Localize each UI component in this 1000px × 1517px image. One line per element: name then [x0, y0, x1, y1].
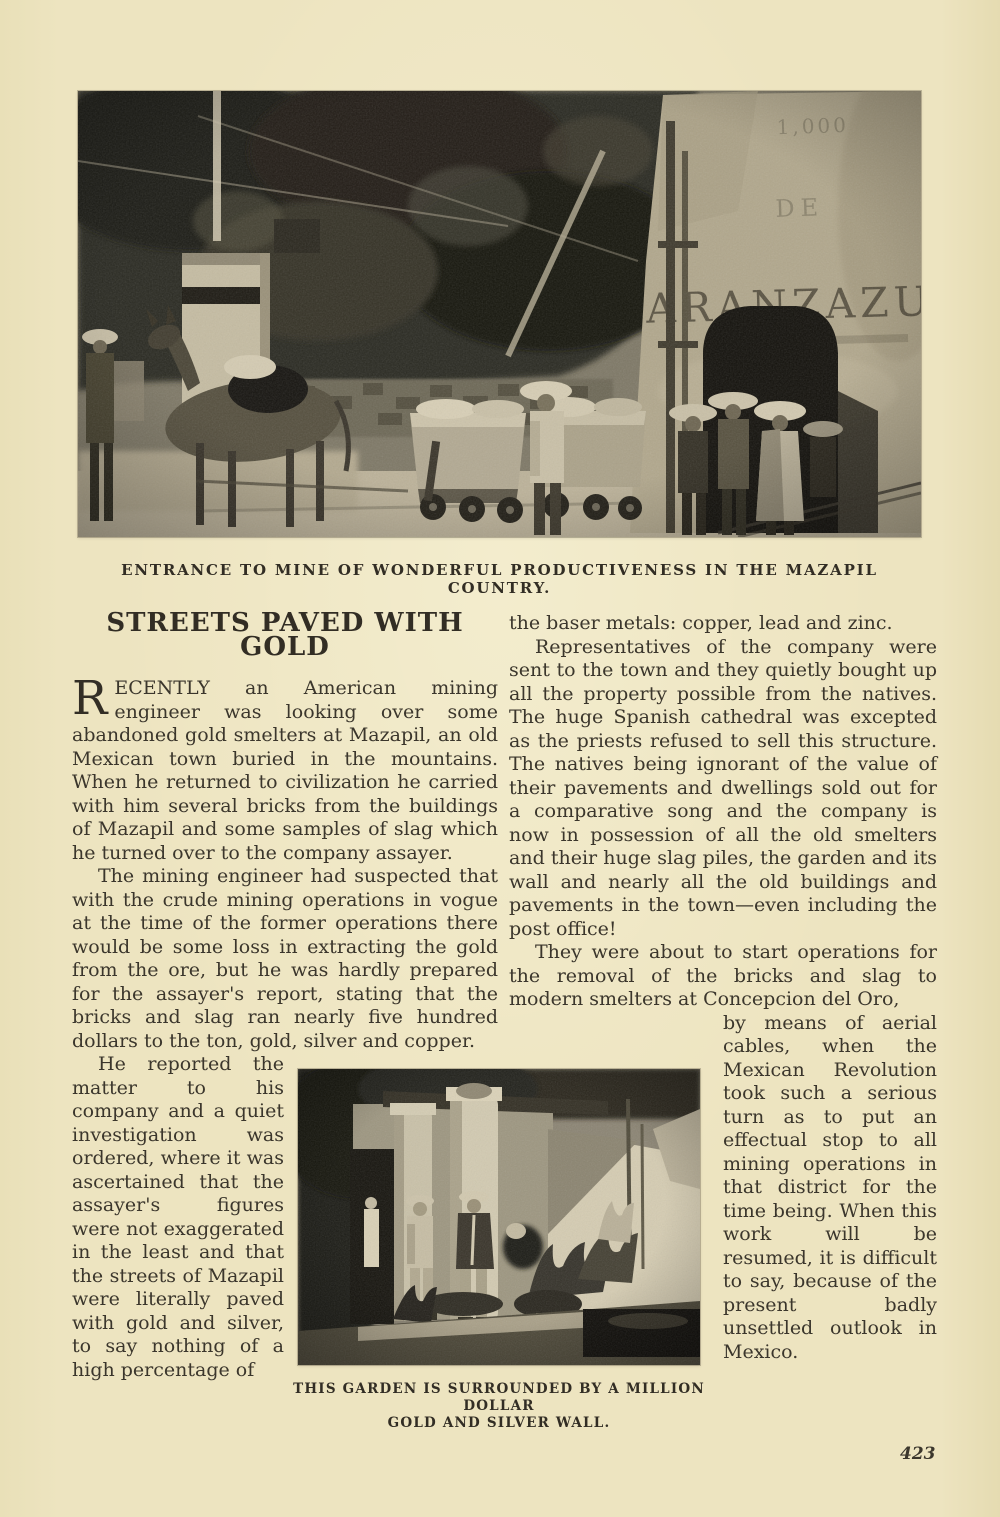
- paragraph-4: the baser metals: copper, lead and zinc.: [509, 612, 893, 634]
- paragraph-1: [72, 671, 498, 865]
- mine-entrance-illustration: [78, 91, 921, 537]
- page-number: 423: [900, 1444, 936, 1464]
- garden-illustration: [298, 1069, 700, 1365]
- dropcap-letter: R: [72, 671, 108, 726]
- top-photo-caption: ENTRANCE TO MINE OF WONDERFUL PRODUCTIVENESS IN THE MAZAPIL COUNTRY.: [121, 561, 878, 597]
- paragraph-2: The mining engineer had suspected that with the crude mining operations in vogue at the time of the former operations there would be some loss in extracting the gold from the ore, but he was hardly prepared for the assayer's report, stating that the bricks and slag ran nearly five hundred dollars to the ton, gold, silver and copper.: [72, 865, 498, 1052]
- paragraph-6-wide: They were about to start operations for the removal of the bricks and slag to modern smelters at Concepcion del Oro,: [509, 941, 937, 1010]
- article-title: STREETS PAVED WITH GOLD: [106, 608, 464, 662]
- mine-entrance-photo: [78, 91, 921, 537]
- paragraph-6-narrow: by means of aerial cables, when the Mexican Revolution took such a serious turn as to put an effectual stop to all mining operations in that district for the time being. When this work will be resumed, it is difficult to say, because of the present badly unsettled outlook in Mexico.: [723, 1011, 937, 1363]
- paragraph-3: He reported the matter to his company and a quiet investigation was ordered, where it was ascertained that the assayer's figures were not exaggerated in the least and that the streets of Mazapil were literally paved with gold and silver, to say nothing of a high percentage of: [72, 1053, 284, 1381]
- paragraph-1-text: ECENTLY an American mining engineer was looking over some abandoned gold smelters at Mazapil, an old Mexican town buried in the mountains. When he returned to civilization he carried with him several bricks from the buildings of Mazapil and some samples of slag which he turned over to the company assayer.: [72, 677, 498, 864]
- paragraph-5: Representatives of the company were sent to the town and they quietly bought up all the property possible from the natives. The huge Spanish cathedral was excepted as the priests refused to sell this structure. The natives being ignorant of the value of their pavements and dwellings sold out for a comparative song and the company is now in possession of all the old smelters and their huge slag piles, the garden and its wall and nearly all the old buildings and pavements in the town—even including the post office!: [509, 635, 937, 940]
- garden-photo-caption: [288, 1381, 710, 1432]
- garden-caption-line1: THIS GARDEN IS SURROUNDED BY A MILLION DOLLAR: [293, 1381, 705, 1414]
- garden-caption-line2: GOLD AND SILVER WALL.: [387, 1415, 611, 1431]
- garden-photo: [298, 1069, 700, 1365]
